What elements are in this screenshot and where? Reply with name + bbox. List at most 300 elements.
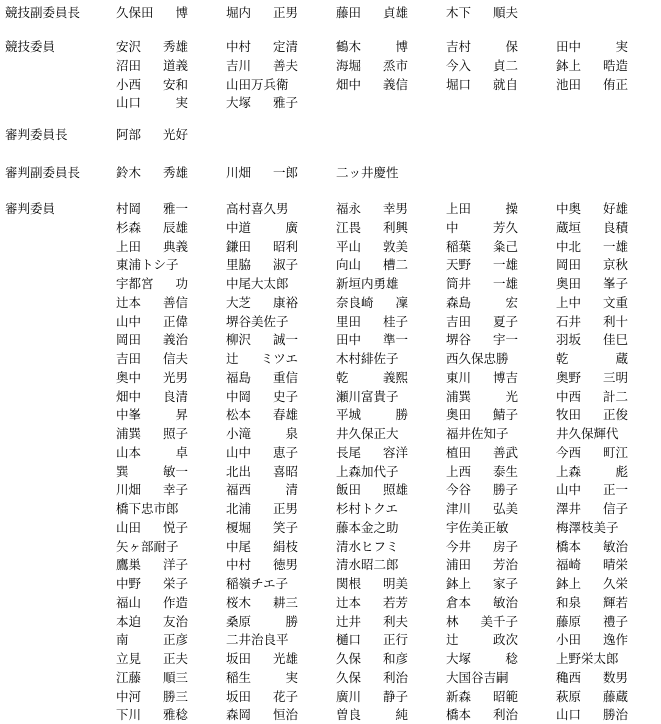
member-surname: 稲生 <box>226 669 252 685</box>
member-given-name: 幸子 <box>162 482 188 498</box>
member-name <box>116 294 188 312</box>
member-name <box>556 444 628 462</box>
member-given-name: 三明 <box>602 369 628 385</box>
member-surname: 下川 <box>116 707 142 723</box>
member-name <box>116 444 188 462</box>
member-given-name: 文重 <box>602 294 628 310</box>
member-given-name: 笑子 <box>272 519 298 535</box>
member-surname: 森岡 <box>226 707 252 723</box>
member-surname: 藤本金之助 <box>336 519 399 535</box>
member-given-name: 鯖子 <box>492 407 518 423</box>
member-surname: 久保田 <box>116 5 154 20</box>
member-name <box>556 57 628 75</box>
member-given-name: 秀雄 <box>162 39 188 54</box>
member-name <box>116 219 188 237</box>
member-surname: 海堀 <box>336 57 362 73</box>
member-surname: 福崎 <box>556 557 582 573</box>
member-surname: 鈴木 <box>116 165 142 180</box>
member-name <box>226 38 298 56</box>
member-given-name: 敏一 <box>162 463 188 479</box>
member-surname: 上田 <box>116 238 142 254</box>
member-name <box>226 613 298 631</box>
member-name <box>116 76 188 94</box>
member-given-name: 蔵 <box>615 351 628 366</box>
member-surname: 中西 <box>556 388 582 404</box>
member-given-name: 定清 <box>272 39 298 54</box>
member-name <box>446 219 518 237</box>
member-given-name: 正行 <box>382 632 408 648</box>
role-label: 審判委員長 <box>5 127 68 142</box>
member-surname: 羽坂 <box>556 332 582 348</box>
member-given-name: 操 <box>505 201 518 216</box>
member-given-name: 功 <box>175 276 188 291</box>
member-given-name: 清 <box>285 482 298 498</box>
member-surname: 池田 <box>556 76 582 92</box>
member-name <box>226 57 298 75</box>
member-given-name: 雅子 <box>272 95 298 111</box>
member-given-name: 久栄 <box>602 576 628 591</box>
member-surname: 関根 <box>336 576 362 591</box>
member-surname: 岡田 <box>556 257 582 273</box>
member-name <box>446 500 518 518</box>
member-given-name: 正一 <box>602 482 628 498</box>
member-surname: 稲葉 <box>446 238 472 254</box>
member-surname: 北出 <box>226 463 252 479</box>
member-surname: 上森加代子 <box>336 463 399 479</box>
member-name <box>446 594 518 612</box>
member-given-name: 輝若 <box>602 594 628 610</box>
member-given-name: 一雄 <box>492 276 518 291</box>
member-name <box>226 350 298 368</box>
member-name <box>336 594 408 612</box>
member-name <box>556 613 628 631</box>
member-name <box>116 500 188 518</box>
member-name <box>556 463 628 481</box>
member-name <box>556 76 628 94</box>
member-surname: 桜木 <box>226 594 252 610</box>
member-surname: 村岡 <box>116 201 142 216</box>
member-name <box>116 613 188 631</box>
member-given-name: 烝市 <box>382 57 408 73</box>
member-name <box>556 538 628 556</box>
member-name <box>226 238 298 256</box>
member-surname: 山中 <box>556 482 582 498</box>
member-given-name: 宇一 <box>492 332 518 348</box>
member-given-name: 花子 <box>272 688 298 704</box>
member-name <box>116 256 188 274</box>
member-surname: 奥中 <box>116 369 142 385</box>
member-given-name: 義熙 <box>382 369 408 385</box>
member-surname: 巽 <box>116 463 129 479</box>
member-name <box>116 425 188 443</box>
member-given-name: 貞二 <box>492 57 518 73</box>
member-surname: 畑中 <box>116 388 142 404</box>
member-surname: 福西 <box>226 482 252 498</box>
member-surname: 山本 <box>116 444 142 460</box>
member-name <box>446 331 518 349</box>
member-given-name: 房子 <box>492 538 518 554</box>
member-surname: 阿部 <box>116 127 142 142</box>
member-name <box>116 538 188 556</box>
member-name <box>446 76 518 94</box>
member-surname: 石井 <box>556 313 582 329</box>
member-name <box>446 294 518 312</box>
member-name <box>446 575 518 593</box>
member-given-name: 正男 <box>272 5 298 20</box>
member-surname: 浦巽 <box>446 388 472 404</box>
member-surname: 中尾大太郎 <box>226 276 289 291</box>
member-name <box>116 463 188 481</box>
member-surname: 清水昭二郎 <box>336 557 399 573</box>
member-name <box>116 164 188 182</box>
member-given-name: 正彦 <box>162 632 188 648</box>
member-surname: 和泉 <box>556 594 582 610</box>
member-name <box>446 406 518 424</box>
member-name <box>336 613 408 631</box>
member-name <box>226 669 298 687</box>
member-surname: 中河 <box>116 688 142 704</box>
member-surname: 辻 <box>446 632 459 648</box>
member-name <box>446 444 518 462</box>
member-name <box>336 650 408 668</box>
member-name <box>226 706 298 724</box>
member-surname: 吉田 <box>446 313 472 329</box>
member-given-name: 秀雄 <box>162 165 188 180</box>
member-surname: 鷹巣 <box>116 557 142 573</box>
member-name <box>116 631 188 649</box>
member-name <box>116 94 188 112</box>
member-name <box>226 76 298 94</box>
member-surname: 中村 <box>226 39 252 54</box>
member-surname: 柳沢 <box>226 332 252 348</box>
member-name <box>556 575 628 593</box>
member-name <box>446 4 518 22</box>
member-given-name: 峯子 <box>602 276 628 291</box>
member-surname: 牧田 <box>556 407 582 423</box>
member-surname: 倉本 <box>446 594 472 610</box>
member-given-name: 正男 <box>272 501 298 516</box>
member-name <box>336 538 408 556</box>
member-surname: 福井佐知子 <box>446 426 509 441</box>
member-name <box>556 388 628 406</box>
member-name <box>556 500 628 518</box>
member-given-name: 静子 <box>382 688 408 704</box>
member-given-name: 良積 <box>602 219 628 235</box>
member-given-name: 照子 <box>162 426 188 441</box>
member-surname: 堀口 <box>446 76 472 92</box>
member-name <box>336 294 408 312</box>
member-surname: 今西 <box>556 444 582 460</box>
member-surname: 奥野 <box>556 369 582 385</box>
member-surname: 橋下忠市郎 <box>116 501 179 516</box>
member-surname: 浦巽 <box>116 426 142 441</box>
member-name <box>336 57 408 75</box>
member-name <box>116 200 188 218</box>
member-name <box>336 350 408 368</box>
member-surname: 長尾 <box>336 444 362 460</box>
member-name <box>446 631 518 649</box>
member-surname: 上西 <box>446 463 472 479</box>
member-given-name: 藤蔵 <box>602 688 628 704</box>
member-name <box>226 650 298 668</box>
member-surname: 中奥 <box>556 201 582 216</box>
member-name <box>226 294 298 312</box>
member-given-name: 好雄 <box>602 201 628 216</box>
member-name <box>446 256 518 274</box>
member-surname: 立見 <box>116 651 142 666</box>
member-surname: 藤田 <box>336 5 362 20</box>
member-name <box>336 706 408 724</box>
member-given-name: 芳久 <box>492 219 518 235</box>
member-given-name: 典義 <box>162 238 188 254</box>
member-surname: 西久保忠勝 <box>446 351 509 366</box>
member-given-name: 博 <box>175 5 188 20</box>
member-name <box>226 631 298 649</box>
member-surname: 坂田 <box>226 688 252 704</box>
member-name <box>226 481 298 499</box>
member-surname: 江藤 <box>116 669 142 685</box>
member-given-name: 実 <box>615 39 628 54</box>
member-surname: 東浦トシ子 <box>116 257 179 273</box>
member-given-name: 晴栄 <box>602 557 628 573</box>
member-surname: 堺谷美佐子 <box>226 313 289 329</box>
member-name <box>336 164 408 182</box>
member-name <box>446 388 518 406</box>
member-surname: 岡田 <box>116 332 142 348</box>
member-surname: 田中 <box>556 39 582 54</box>
member-surname: 川畑 <box>226 165 252 180</box>
member-name <box>556 38 628 56</box>
member-name <box>336 481 408 499</box>
member-name <box>556 556 628 574</box>
member-given-name: 博 <box>395 39 408 54</box>
member-surname: 井久保正大 <box>336 426 399 441</box>
member-surname: 二ッ井慶性 <box>336 165 399 180</box>
member-name <box>116 556 188 574</box>
member-given-name: 善信 <box>162 294 188 310</box>
member-given-name: 芳治 <box>492 557 518 573</box>
member-given-name: 道義 <box>162 57 188 73</box>
member-given-name: 貞雄 <box>382 5 408 20</box>
member-name <box>116 331 188 349</box>
member-name <box>556 313 628 331</box>
member-given-name: 桂子 <box>382 313 408 329</box>
member-given-name: 明美 <box>382 576 408 591</box>
member-given-name: 雅稔 <box>162 707 188 723</box>
member-surname: 小滝 <box>226 426 252 441</box>
member-given-name: 順三 <box>162 669 188 685</box>
member-surname: 新垣内勇雄 <box>336 276 399 291</box>
role-label: 審判委員 <box>5 201 56 216</box>
member-name <box>336 256 408 274</box>
member-surname: 山口 <box>556 707 582 723</box>
member-surname: 川畑 <box>116 482 142 498</box>
member-name <box>556 275 628 293</box>
member-surname: 廣川 <box>336 688 362 704</box>
member-given-name: 実 <box>175 95 188 111</box>
member-surname: 安沢 <box>116 39 142 54</box>
member-given-name: 安和 <box>162 76 188 92</box>
member-given-name: 弘美 <box>492 501 518 516</box>
member-surname: 吉川 <box>226 57 252 73</box>
member-surname: 大国谷吉嗣 <box>446 669 509 685</box>
member-given-name: 春雄 <box>272 407 298 423</box>
member-name <box>226 556 298 574</box>
member-given-name: 史子 <box>272 388 298 404</box>
member-name <box>116 669 188 687</box>
member-name <box>116 594 188 612</box>
member-given-name: 正俊 <box>602 407 628 423</box>
member-given-name: 一雄 <box>492 257 518 273</box>
member-name <box>336 388 408 406</box>
member-given-name: 彪 <box>615 463 628 479</box>
member-surname: 萩原 <box>556 688 582 704</box>
member-given-name: 善夫 <box>272 57 298 73</box>
member-surname: 吉田 <box>116 351 142 366</box>
member-given-name: 雅一 <box>162 201 188 216</box>
member-surname: 鉢上 <box>556 57 582 73</box>
member-name <box>336 219 408 237</box>
member-surname: 東川 <box>446 369 472 385</box>
member-given-name: 誠一 <box>272 332 298 348</box>
member-name <box>226 406 298 424</box>
member-name <box>116 650 188 668</box>
member-surname: 鎌田 <box>226 238 252 254</box>
member-surname: 小西 <box>116 76 142 92</box>
member-given-name: 侑正 <box>602 76 628 92</box>
member-given-name: 義信 <box>382 76 408 92</box>
member-given-name: 京秋 <box>602 257 628 273</box>
member-name <box>556 650 628 668</box>
member-given-name: 勝 <box>285 613 298 629</box>
member-given-name: 康裕 <box>272 294 298 310</box>
member-name <box>336 463 408 481</box>
member-given-name: 辰雄 <box>162 219 188 235</box>
member-name <box>556 256 628 274</box>
member-surname: 福山 <box>116 594 142 610</box>
member-surname: 高村喜久男 <box>226 201 289 216</box>
member-name <box>556 406 628 424</box>
member-surname: 榎堀 <box>226 519 252 535</box>
member-name <box>556 238 628 256</box>
member-surname: 奥田 <box>446 407 472 423</box>
member-surname: 植田 <box>446 444 472 460</box>
member-name <box>556 669 628 687</box>
member-name <box>446 650 518 668</box>
member-surname: 山田 <box>116 519 142 535</box>
member-surname: 上田 <box>446 201 472 216</box>
member-given-name: 昇 <box>175 407 188 423</box>
member-given-name: 敦美 <box>382 238 408 254</box>
member-surname: 辻本 <box>336 594 362 610</box>
member-name <box>446 275 518 293</box>
member-given-name: 喜昭 <box>272 463 298 479</box>
member-name <box>226 256 298 274</box>
member-name <box>336 669 408 687</box>
member-name <box>336 38 408 56</box>
member-surname: 江畏 <box>336 219 362 235</box>
member-surname: 中岡 <box>226 388 252 404</box>
member-name <box>226 313 298 331</box>
member-given-name: 正夫 <box>162 651 188 666</box>
member-name <box>116 406 188 424</box>
member-surname: 今谷 <box>446 482 472 498</box>
member-given-name: 美千子 <box>480 613 518 629</box>
member-name <box>336 519 408 537</box>
member-given-name: 一雄 <box>602 238 628 254</box>
member-name <box>226 575 298 593</box>
member-name <box>336 406 408 424</box>
member-surname: 中 <box>446 219 459 235</box>
member-surname: 堀内 <box>226 5 252 20</box>
member-given-name: 就自 <box>492 76 518 92</box>
member-name <box>556 350 628 368</box>
member-surname: 乾 <box>336 369 349 385</box>
member-surname: 宇佐美正敏 <box>446 519 509 535</box>
member-name <box>556 425 628 443</box>
member-surname: 二井治良平 <box>226 632 289 648</box>
member-surname: 辻本 <box>116 294 142 310</box>
member-given-name: 信子 <box>602 501 628 516</box>
member-surname: 中道 <box>226 219 252 235</box>
member-surname: 穐西 <box>556 669 582 685</box>
member-surname: 中村 <box>226 557 252 573</box>
member-given-name: 利夫 <box>382 613 408 629</box>
member-surname: 南 <box>116 632 129 648</box>
member-surname: 梅澤枝美子 <box>556 519 619 535</box>
member-surname: 中峯 <box>116 407 142 423</box>
member-surname: 大芝 <box>226 294 252 310</box>
member-given-name: 恒治 <box>272 707 298 723</box>
member-name <box>226 594 298 612</box>
member-name <box>226 500 298 518</box>
member-name <box>226 463 298 481</box>
member-surname: 里脇 <box>226 257 252 273</box>
member-surname: 木村緋佐子 <box>336 351 399 366</box>
member-given-name: 利治 <box>382 669 408 685</box>
member-surname: 堺谷 <box>446 332 472 348</box>
member-given-name: 良清 <box>162 388 188 404</box>
member-name <box>336 631 408 649</box>
member-surname: 鉢上 <box>556 576 582 591</box>
member-name <box>116 238 188 256</box>
member-surname: 福島 <box>226 369 252 385</box>
member-surname: 橋本 <box>446 707 472 723</box>
member-name <box>556 481 628 499</box>
member-surname: 中野 <box>116 576 142 591</box>
member-name <box>226 94 298 112</box>
member-given-name: 純 <box>395 707 408 723</box>
member-given-name: 博吉 <box>492 369 518 385</box>
member-surname: 山中 <box>226 444 252 460</box>
member-name <box>226 425 298 443</box>
member-given-name: 重信 <box>272 369 298 385</box>
member-name <box>556 519 628 537</box>
member-given-name: 町江 <box>602 444 628 460</box>
member-name <box>226 519 298 537</box>
member-name <box>116 275 188 293</box>
member-name <box>116 575 188 593</box>
member-given-name: 耕三 <box>272 594 298 610</box>
member-given-name: 佳巳 <box>602 332 628 348</box>
member-name <box>336 238 408 256</box>
member-name <box>226 538 298 556</box>
member-surname: 鶴木 <box>336 39 362 54</box>
member-given-name: 泉 <box>285 426 298 441</box>
role-label: 競技副委員長 <box>5 5 81 20</box>
member-name <box>336 556 408 574</box>
role-label: 審判副委員長 <box>5 165 81 180</box>
